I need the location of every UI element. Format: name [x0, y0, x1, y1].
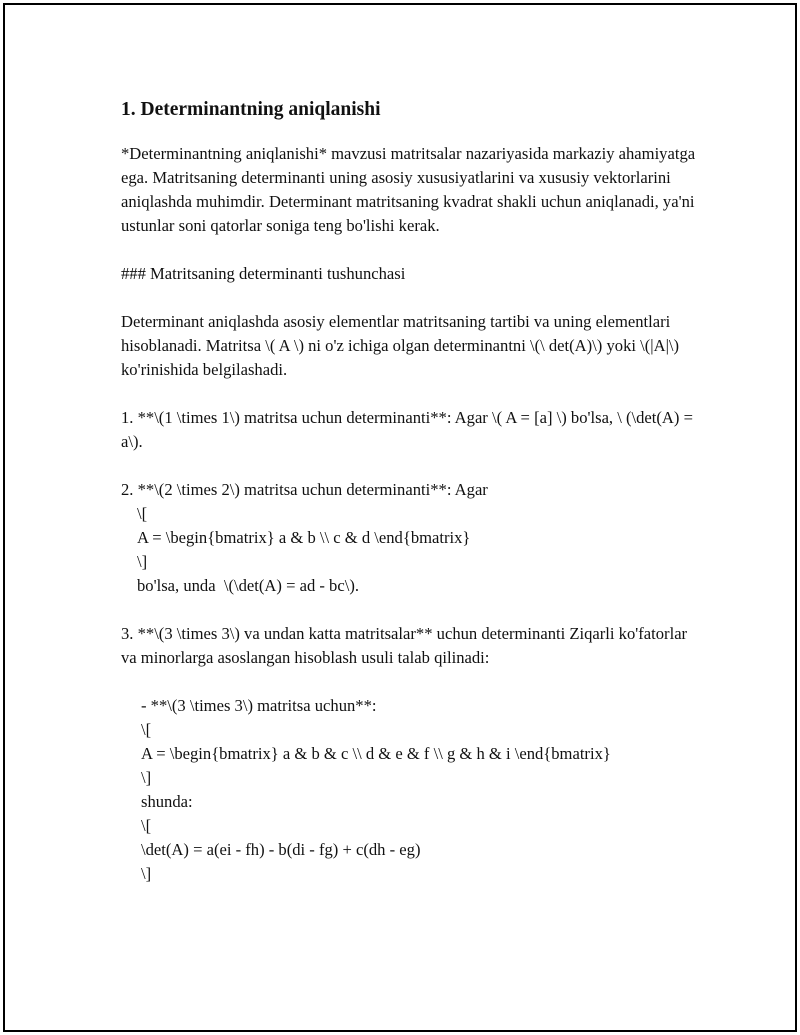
display-math-open: \[ [137, 504, 148, 523]
spacer [121, 454, 701, 478]
spacer [121, 670, 701, 694]
determinant-formula-3x3: \det(A) = a(ei - fh) - b(di - fg) + c(dh - eg) [141, 840, 421, 859]
item3-intro: 3. **\(3 \times 3\) va undan katta matritsalar** uchun determinanti Ziqarli ko'fatorlar va minorlarga asoslangan hisoblash usuli talab qilinadi: [121, 624, 688, 667]
spacer [121, 238, 701, 262]
matrix-formula-2x2: A = \begin{bmatrix} a & b \\ c & d \end{bmatrix} [137, 528, 471, 547]
spacer [121, 286, 701, 310]
item2-result: bo'lsa, unda \(\det(A) = ad - bc\). [137, 576, 360, 595]
section-heading: ### Matritsaning determinanti tushunchasi [121, 264, 406, 283]
display-math-open: \[ [141, 720, 152, 739]
display-math-close: \] [141, 768, 152, 787]
item2-intro: 2. **\(2 \times 2\) matritsa uchun determinanti**: Agar [121, 480, 488, 499]
intro-paragraph: *Determinantning aniqlanishi* mavzusi matritsalar nazariyasida markaziy ahamiyatga ega. Matritsaning determinanti uning asosiy xususiyatlarini va xususiy vektorlarini aniqlashda muhimdir. Determinant matritsaning kvadrat shakli uchun aniqlanadi, ya'ni ustunlar soni qatorlar soniga teng bo'lishi kerak. [121, 144, 696, 235]
list-item-2x2 [121, 478, 701, 598]
page-title: 1. Determinantning aniqlanishi [121, 99, 381, 120]
document-body [121, 91, 701, 886]
page-frame [3, 3, 797, 1032]
item3-then: shunda: [141, 792, 193, 811]
list-item-3x3 [121, 622, 701, 886]
list-item-1x1: 1. **\(1 \times 1\) matritsa uchun determinanti**: Agar \( A = [a] \) bo'lsa, \ (\det(A) = a\). [121, 408, 693, 451]
display-math-close: \] [141, 864, 152, 883]
item3-sub-heading: - **\(3 \times 3\) matritsa uchun**: [141, 696, 377, 715]
spacer [121, 598, 701, 622]
display-math-open: \[ [141, 816, 152, 835]
matrix-formula-3x3: A = \begin{bmatrix} a & b & c \\ d & e & f \\ g & h & i \end{bmatrix} [141, 744, 611, 763]
spacer [121, 382, 701, 406]
display-math-close: \] [137, 552, 148, 571]
section-paragraph: Determinant aniqlashda asosiy elementlar matritsaning tartibi va uning elementlari hisoblanadi. Matritsa \( A \) ni o'z ichiga olgan determinantni \(\ det(A)\) yoki \(|A|\) ko'rinishida belgilashadi. [121, 312, 680, 379]
